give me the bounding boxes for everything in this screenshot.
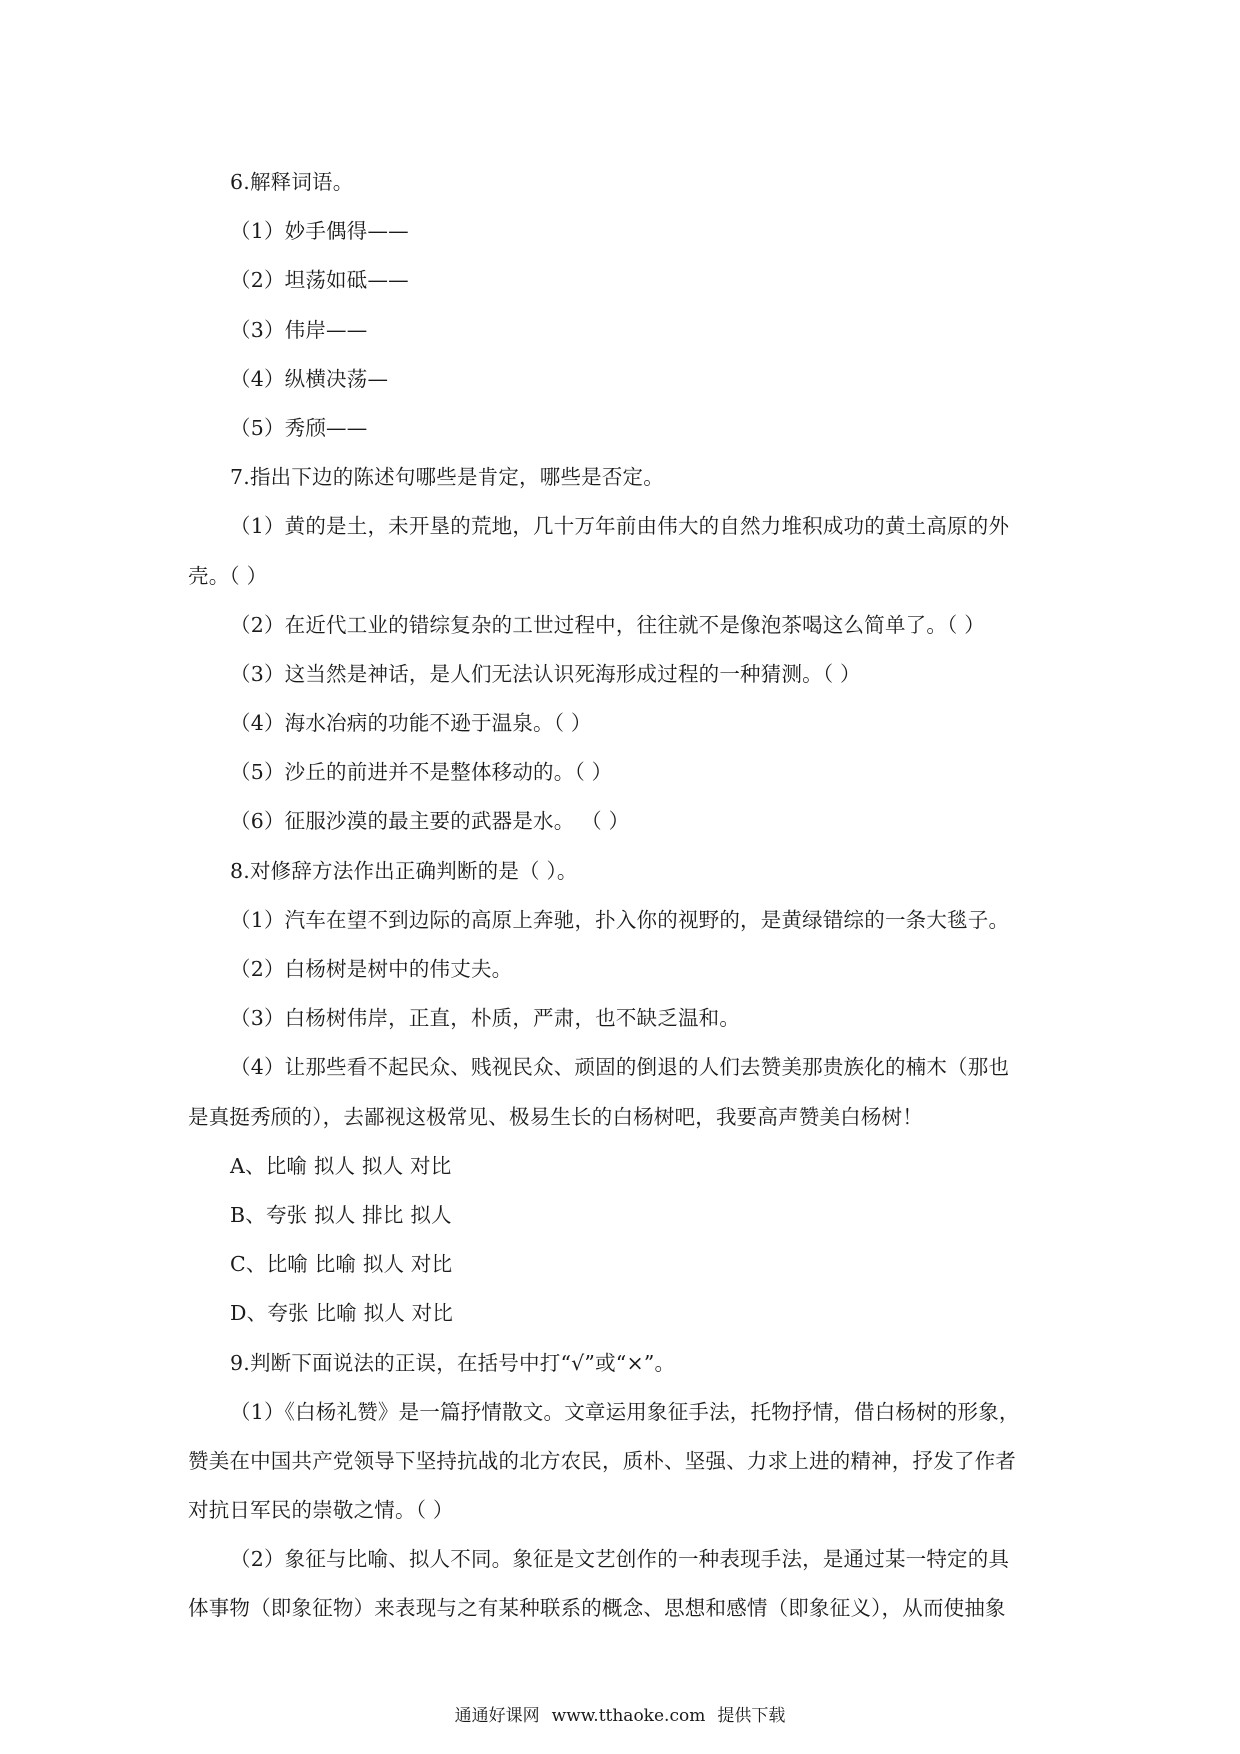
text-line: （4）让那些看不起民众、贱视民众、顽固的倒退的人们去赞美那贵族化的楠木（那也 [230,1055,1010,1080]
text-line: （3）伟岸—— [230,317,368,342]
footer-site-name: 通通好课网 [454,1706,540,1726]
text-line: 是真挺秀颀的），去鄙视这极常见、极易生长的白杨树吧，我要高声赞美白杨树！ [188,1104,923,1129]
text-line: （4）海水冶病的功能不逊于温泉。（ ） [230,711,592,736]
text-line: 体事物（即象征物）来表现与之有某种联系的概念、思想和感情（即象征义），从而使抽象 [188,1596,1006,1621]
text-line: （3）白杨树伟岸，正直，朴质，严肃，也不缺乏温和。 [230,1006,741,1031]
text-line: 7.指出下边的陈述句哪些是肯定，哪些是否定。 [230,465,664,490]
text-line: （1）汽车在望不到边际的高原上奔驰，扑入你的视野的，是黄绿错综的一条大毯子。 [230,907,1010,932]
text-line: （2）象征与比喻、拟人不同。象征是文艺创作的一种表现手法，是通过某一特定的具 [230,1547,1010,1572]
text-line: （5）沙丘的前进并不是整体移动的。（ ） [230,760,613,785]
text-line: （4）纵横决荡— [230,366,389,391]
text-line: 壳。（ ） [188,563,268,588]
page-footer [0,1704,1240,1728]
text-line: （2）坦荡如砥—— [230,268,409,293]
text-line: 赞美在中国共产党领导下坚持抗战的北方农民，质朴、坚强、力求上进的精神，抒发了作者 [188,1448,1016,1473]
text-line: 6.解释词语。 [230,170,354,194]
text-line: （5）秀颀—— [230,415,368,440]
footer-suffix: 提供下载 [717,1706,786,1726]
text-line: （3）这当然是神话，是人们无法认识死海形成过程的一种猜测。（ ） [230,661,861,686]
text-line: （1）《白杨礼赞》是一篇抒情散文。文章运用象征手法，托物抒情，借白杨树的形象， [230,1399,1020,1424]
text-line: D、夸张 比喻 拟人 对比 [230,1301,454,1326]
text-line: （1）妙手偶得—— [230,219,409,244]
text-line: C、比喻 比喻 拟人 对比 [230,1252,453,1277]
text-line: B、夸张 拟人 排比 拟人 [230,1202,452,1227]
text-line: A、比喻 拟人 拟人 对比 [230,1153,452,1178]
text-line: 9.判断下面说法的正误，在括号中打“√”或“×”。 [230,1350,676,1375]
text-line: 对抗日军民的崇敬之情。（ ） [188,1498,454,1523]
text-line: （1）黄的是土，未开垦的荒地，几十万年前由伟大的自然力堆积成功的黄土高原的外 [230,514,1010,539]
text-line: （2）白杨树是树中的伟丈夫。 [230,957,513,981]
document-body [188,158,1058,1634]
text-line: 8.对修辞方法作出正确判断的是（ ）。 [230,858,578,883]
text-line: （6）征服沙漠的最主要的武器是水。 （ ） [230,809,630,834]
footer-url[interactable]: www.tthaoke.com [551,1706,706,1726]
text-line: （2）在近代工业的错综复杂的工世过程中，往往就不是像泡茶喝这么简单了。（ ） [230,612,985,637]
